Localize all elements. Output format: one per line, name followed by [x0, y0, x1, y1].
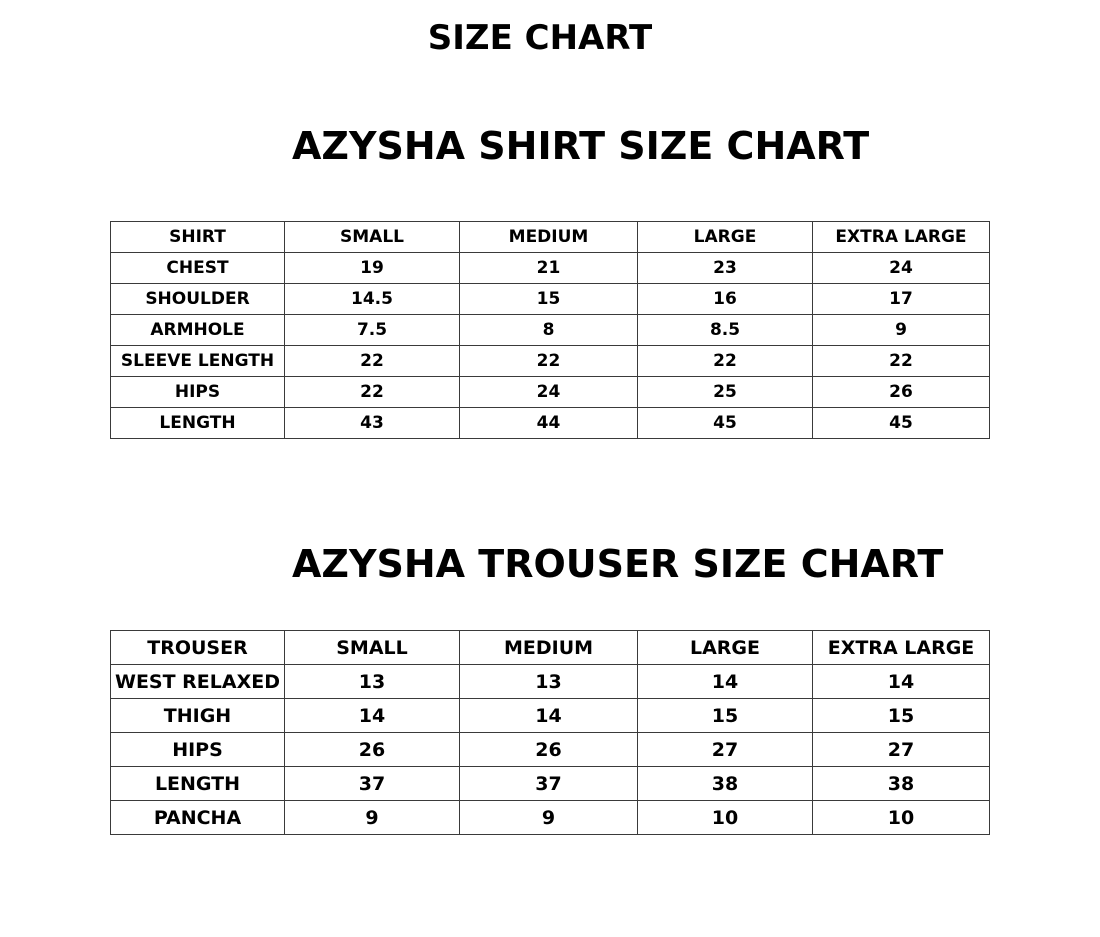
size-value: 45	[813, 408, 990, 439]
size-value: 9	[813, 315, 990, 346]
size-value: 10	[638, 801, 813, 835]
table-row	[111, 665, 990, 699]
trouser-header-cell: LARGE	[638, 631, 813, 665]
size-value: 13	[285, 665, 460, 699]
size-value: 14.5	[285, 284, 460, 315]
measurement-label: CHEST	[111, 253, 285, 284]
size-value: 14	[638, 665, 813, 699]
trouser-header-cell: MEDIUM	[460, 631, 638, 665]
size-value: 10	[813, 801, 990, 835]
size-value: 15	[460, 284, 638, 315]
size-value: 26	[460, 733, 638, 767]
measurement-label: HIPS	[111, 733, 285, 767]
size-value: 8.5	[638, 315, 813, 346]
page-title: SIZE CHART	[427, 18, 653, 58]
size-value: 9	[460, 801, 638, 835]
size-value: 43	[285, 408, 460, 439]
size-value: 38	[813, 767, 990, 801]
measurement-label: LENGTH	[111, 408, 285, 439]
measurement-label: WEST RELAXED	[111, 665, 285, 699]
shirt-header-cell: SMALL	[285, 222, 460, 253]
table-row	[111, 767, 990, 801]
table-row	[111, 253, 990, 284]
measurement-label: SHOULDER	[111, 284, 285, 315]
table-row	[111, 346, 990, 377]
size-value: 27	[638, 733, 813, 767]
size-value: 26	[285, 733, 460, 767]
size-value: 14	[285, 699, 460, 733]
size-value: 14	[460, 699, 638, 733]
table-row	[111, 801, 990, 835]
size-value: 23	[638, 253, 813, 284]
size-value: 22	[638, 346, 813, 377]
shirt-header-cell: MEDIUM	[460, 222, 638, 253]
size-value: 37	[285, 767, 460, 801]
size-value: 14	[813, 665, 990, 699]
size-value: 19	[285, 253, 460, 284]
measurement-label: PANCHA	[111, 801, 285, 835]
table-row	[111, 315, 990, 346]
size-value: 24	[460, 377, 638, 408]
measurement-label: ARMHOLE	[111, 315, 285, 346]
size-value: 22	[285, 346, 460, 377]
size-value: 7.5	[285, 315, 460, 346]
table-row	[111, 284, 990, 315]
size-value: 38	[638, 767, 813, 801]
table-row	[111, 699, 990, 733]
shirt-chart-title: AZYSHA SHIRT SIZE CHART	[292, 124, 870, 168]
size-value: 22	[813, 346, 990, 377]
size-value: 15	[638, 699, 813, 733]
size-value: 15	[813, 699, 990, 733]
shirt-header-cell: EXTRA LARGE	[813, 222, 990, 253]
trouser-header-cell: TROUSER	[111, 631, 285, 665]
size-value: 9	[285, 801, 460, 835]
shirt-header-cell: LARGE	[638, 222, 813, 253]
size-value: 22	[285, 377, 460, 408]
size-value: 24	[813, 253, 990, 284]
size-value: 44	[460, 408, 638, 439]
measurement-label: LENGTH	[111, 767, 285, 801]
shirt-size-table	[110, 221, 990, 439]
table-row	[111, 377, 990, 408]
size-value: 8	[460, 315, 638, 346]
trouser-size-table	[110, 630, 990, 835]
table-row	[111, 408, 990, 439]
measurement-label: THIGH	[111, 699, 285, 733]
table-row	[111, 733, 990, 767]
trouser-chart-title: AZYSHA TROUSER SIZE CHART	[292, 542, 944, 586]
size-value: 16	[638, 284, 813, 315]
size-value: 17	[813, 284, 990, 315]
trouser-header-cell: EXTRA LARGE	[813, 631, 990, 665]
measurement-label: HIPS	[111, 377, 285, 408]
shirt-header-cell: SHIRT	[111, 222, 285, 253]
size-value: 13	[460, 665, 638, 699]
shirt-header-row	[111, 222, 990, 253]
size-value: 37	[460, 767, 638, 801]
trouser-header-row	[111, 631, 990, 665]
size-value: 26	[813, 377, 990, 408]
size-value: 45	[638, 408, 813, 439]
trouser-header-cell: SMALL	[285, 631, 460, 665]
measurement-label: SLEEVE LENGTH	[111, 346, 285, 377]
size-value: 22	[460, 346, 638, 377]
size-value: 25	[638, 377, 813, 408]
size-value: 21	[460, 253, 638, 284]
size-value: 27	[813, 733, 990, 767]
